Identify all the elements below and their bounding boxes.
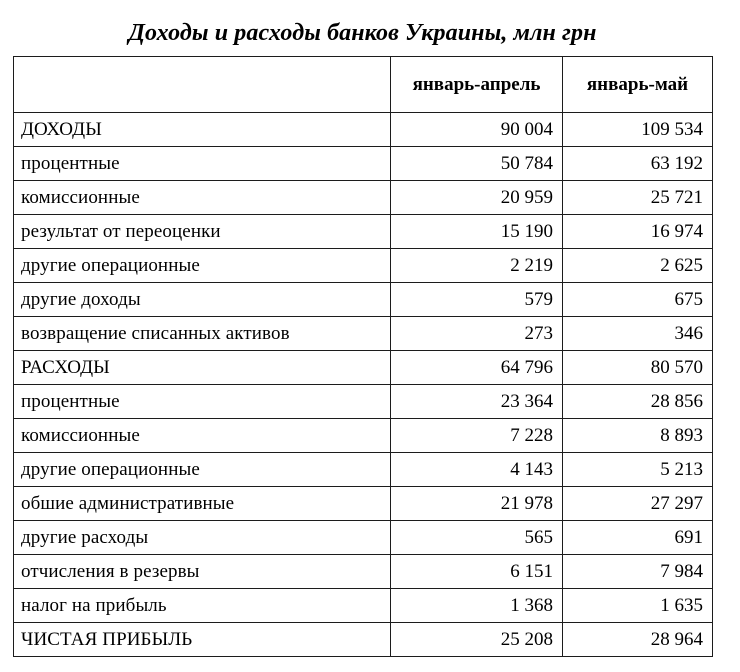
row-value-january-april: 565 <box>391 521 563 555</box>
row-value-january-april: 579 <box>391 283 563 317</box>
row-label: другие доходы <box>14 283 391 317</box>
row-value-january-april: 15 190 <box>391 215 563 249</box>
income-expenses-table <box>13 56 713 657</box>
row-value-january-april: 23 364 <box>391 385 563 419</box>
column-header-label <box>14 57 391 113</box>
page-title: Доходы и расходы банков Украины, млн грн <box>128 20 597 46</box>
row-value-january-may: 1 635 <box>563 589 713 623</box>
table-row <box>14 453 713 487</box>
row-label: отчисления в резервы <box>14 555 391 589</box>
row-value-january-april: 25 208 <box>391 623 563 657</box>
row-value-january-may: 80 570 <box>563 351 713 385</box>
row-value-january-may: 2 625 <box>563 249 713 283</box>
table-row <box>14 249 713 283</box>
row-label: другие операционные <box>14 453 391 487</box>
row-value-january-may: 109 534 <box>563 113 713 147</box>
row-value-january-may: 7 984 <box>563 555 713 589</box>
table-row <box>14 555 713 589</box>
column-header-january-april: январь-апрель <box>391 57 563 113</box>
row-label: налог на прибыль <box>14 589 391 623</box>
row-value-january-april: 21 978 <box>391 487 563 521</box>
row-value-january-april: 6 151 <box>391 555 563 589</box>
row-value-january-april: 1 368 <box>391 589 563 623</box>
table-row <box>14 521 713 555</box>
row-value-january-may: 16 974 <box>563 215 713 249</box>
row-value-january-april: 50 784 <box>391 147 563 181</box>
table-row <box>14 113 713 147</box>
row-value-january-may: 675 <box>563 283 713 317</box>
row-value-january-april: 90 004 <box>391 113 563 147</box>
table-row <box>14 147 713 181</box>
row-value-january-april: 7 228 <box>391 419 563 453</box>
row-value-january-may: 27 297 <box>563 487 713 521</box>
table-row <box>14 623 713 657</box>
row-value-january-april: 4 143 <box>391 453 563 487</box>
row-label: ЧИСТАЯ ПРИБЫЛЬ <box>14 623 391 657</box>
row-label: процентные <box>14 147 391 181</box>
row-value-january-may: 346 <box>563 317 713 351</box>
row-label: другие операционные <box>14 249 391 283</box>
row-label: ДОХОДЫ <box>14 113 391 147</box>
row-value-january-may: 5 213 <box>563 453 713 487</box>
row-label: комиссионные <box>14 419 391 453</box>
row-label: обшие административные <box>14 487 391 521</box>
table-row <box>14 385 713 419</box>
table-row <box>14 215 713 249</box>
table-header <box>14 57 713 113</box>
row-label: результат от переоценки <box>14 215 391 249</box>
table-row <box>14 181 713 215</box>
table-row <box>14 419 713 453</box>
row-value-january-april: 2 219 <box>391 249 563 283</box>
row-label: процентные <box>14 385 391 419</box>
table-row <box>14 487 713 521</box>
row-value-january-may: 28 856 <box>563 385 713 419</box>
table-body <box>14 113 713 657</box>
row-value-january-may: 28 964 <box>563 623 713 657</box>
row-value-january-may: 25 721 <box>563 181 713 215</box>
table-row <box>14 589 713 623</box>
column-header-january-may: январь-май <box>563 57 713 113</box>
row-label: возвращение списанных активов <box>14 317 391 351</box>
row-value-january-april: 273 <box>391 317 563 351</box>
table-header-row <box>14 57 713 113</box>
row-value-january-april: 20 959 <box>391 181 563 215</box>
finance-table-container <box>13 56 712 657</box>
row-value-january-may: 63 192 <box>563 147 713 181</box>
table-row <box>14 351 713 385</box>
row-value-january-may: 691 <box>563 521 713 555</box>
row-label: другие расходы <box>14 521 391 555</box>
row-value-january-april: 64 796 <box>391 351 563 385</box>
table-row <box>14 317 713 351</box>
row-label: РАСХОДЫ <box>14 351 391 385</box>
row-label: комиссионные <box>14 181 391 215</box>
table-row <box>14 283 713 317</box>
row-value-january-may: 8 893 <box>563 419 713 453</box>
